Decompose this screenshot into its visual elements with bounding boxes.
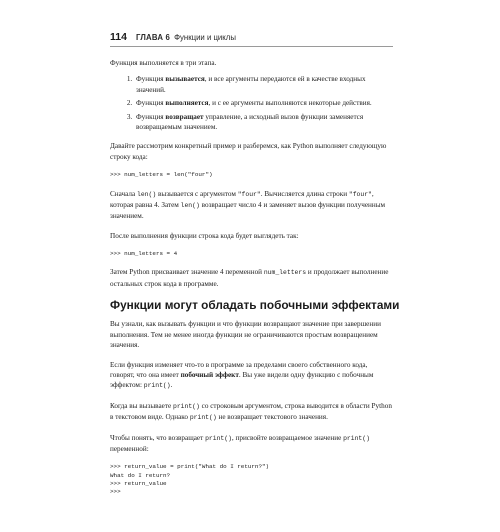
header-rule	[110, 46, 393, 47]
chapter-label: ГЛАВА 6	[135, 33, 171, 42]
paragraph: Вы узнали, как вызывать функции и что функции возвращают значение при завершении выполнения. Тем не менее иногда функции не ограничиваются простым возвращением значения.	[110, 320, 381, 350]
paragraph: Затем Python присваивает значение 4 переменной num_letters и продолжает выполнение остальных строк кода в программе.	[110, 268, 389, 288]
page-body	[110, 58, 400, 506]
paragraph: Давайте рассмотрим конкретный пример и разберемся, как Python выполняет следующую строку кода:	[110, 142, 387, 161]
list-item: 2. Функция выполняется, и с ее аргументы выполняются некоторые действия.	[134, 98, 393, 108]
steps-list	[110, 74, 393, 132]
list-item: 1. Функция вызывается, и все аргументы передаются ей в качестве входных значений.	[134, 74, 393, 95]
code-block: >>> num_letters = len("four")	[110, 171, 213, 179]
code-line: >>> return_value	[110, 479, 167, 487]
paragraph: Когда вы вызываете print() со строковым аргументом, строка выводится в области Python в текстовом виде. Однако print() не возвращает текстового значения.	[110, 401, 392, 422]
intro-paragraph: Функция выполняется в три этапа.	[110, 59, 217, 67]
code-block	[110, 463, 393, 496]
section-heading: Функции могут обладать побочными эффектами	[110, 298, 400, 313]
page-number: 114	[110, 31, 127, 43]
paragraph: После выполнения функции строка кода будет выглядеть так:	[110, 231, 299, 240]
chapter-title: Функции и циклы	[174, 33, 236, 42]
code-line: >>>	[110, 488, 121, 496]
code-line: >>> return_value = print("What do I return?")	[110, 463, 270, 471]
running-header	[110, 31, 236, 45]
code-block: >>> num_letters = 4	[110, 250, 178, 258]
code-line: What do I return?	[110, 471, 171, 479]
paragraph: Чтобы понять, что возвращает print(), присвойте возвращаемое значение print() переменной:	[110, 433, 370, 453]
paragraph: Сначала len() вызывается с аргументом "four". Вычисляется длина строки "four", которая равна 4. Затем len() возвращает число 4 и заменяет вызов функции полученным значением.	[110, 189, 386, 221]
paragraph: Если функция изменяет что-то в программе за пределами своего собственного кода, говорят, что она имеет побочный эффект. Вы уже видели одну функцию с побочным эффектом: print().	[110, 360, 374, 390]
list-item: 3. Функция возвращает управление, а исходный вызов функции заменяется возвращаемым значением.	[134, 112, 393, 133]
